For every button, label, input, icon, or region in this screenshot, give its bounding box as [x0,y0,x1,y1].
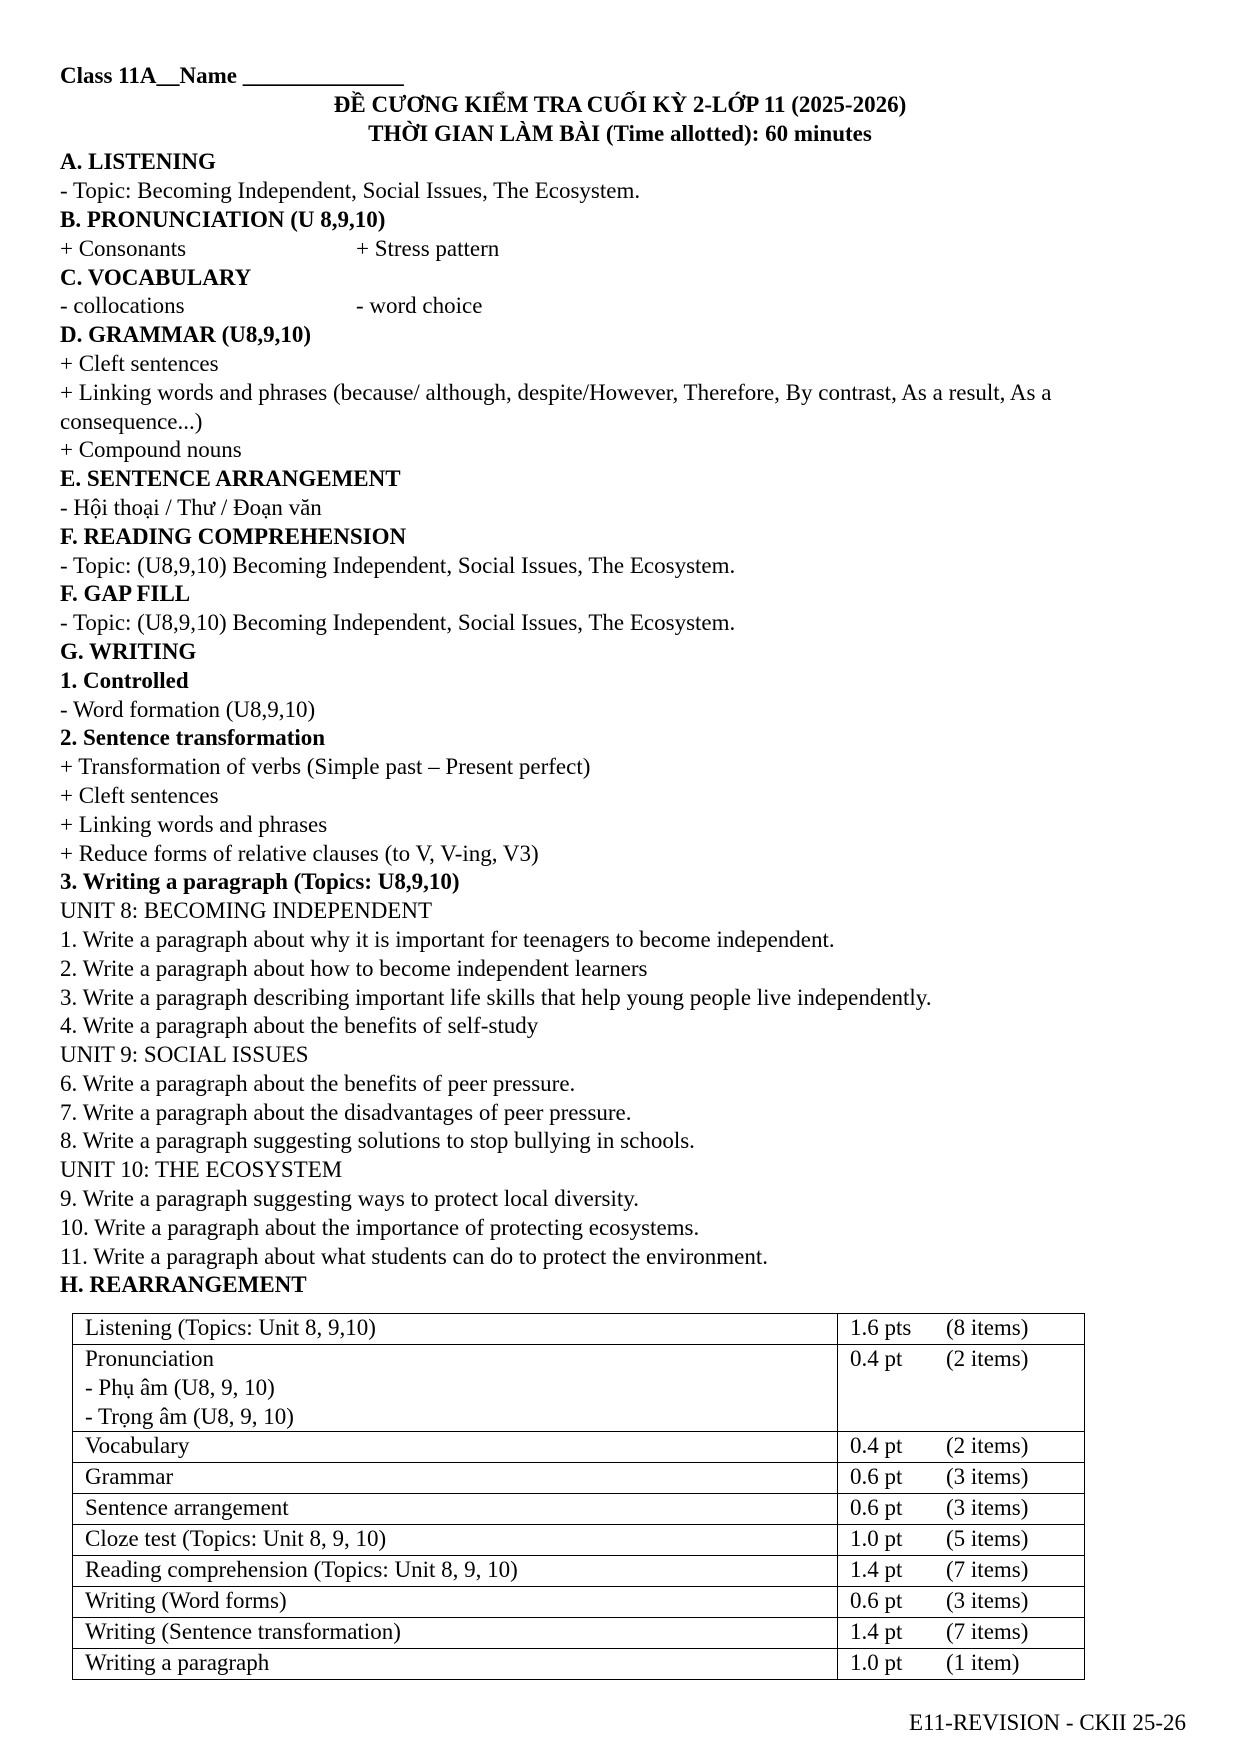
table-row [73,1463,1085,1494]
section-rearrangement-heading: H. REARRANGEMENT [60,1272,307,1298]
row-subpart: - Phụ âm (U8, 9, 10) [85,1374,275,1400]
writing-paragraph-heading: 3. Writing a paragraph (Topics: U8,9,10) [60,869,460,895]
row-items: (7 items) [946,1619,1029,1645]
transform-item: + Cleft sentences [60,782,219,808]
row-score [838,1463,1085,1494]
table-row [73,1556,1085,1587]
listening-topic: - Topic: Becoming Independent, Social Issues, The Ecosystem. [60,178,641,204]
unit9-item: 8. Write a paragraph suggesting solutions to stop bullying in schools. [60,1128,695,1154]
row-items: (5 items) [946,1526,1029,1552]
pronunciation-item-consonants: + Consonants [60,235,187,261]
row-score [838,1618,1085,1649]
row-items: (3 items) [946,1495,1029,1521]
transform-item: + Linking words and phrases [60,811,328,837]
pronunciation-items [60,235,1180,264]
section-arrangement-heading: E. SENTENCE ARRANGEMENT [60,466,401,492]
grammar-item: + Compound nouns [60,437,242,463]
unit10-item: 10. Write a paragraph about the importance of protecting ecosystems. [60,1214,700,1240]
table-row [73,1587,1085,1618]
writing-controlled-item: - Word formation (U8,9,10) [60,696,316,722]
table-row [73,1494,1085,1525]
row-points: 0.4 pt [850,1346,903,1371]
table-row [73,1314,1085,1345]
writing-transform-heading: 2. Sentence transformation [60,725,326,751]
row-part: Grammar [73,1463,838,1494]
row-part: Vocabulary [73,1432,838,1463]
table-row [73,1345,1085,1432]
row-points: 0.6 pt [850,1495,903,1521]
transform-item: + Transformation of verbs (Simple past – Present perfect) [60,754,591,780]
table-row [73,1432,1085,1463]
row-score [838,1314,1085,1345]
writing-controlled-heading: 1. Controlled [60,667,189,693]
time-allotted: THỜI GIAN LÀM BÀI (Time allotted): 60 minutes [368,120,872,146]
unit10-item: 11. Write a paragraph about what students can do to protect the environment. [60,1243,769,1269]
document-page [60,62,1180,1300]
pronunciation-item-stress: + Stress pattern [356,235,500,261]
row-part: Writing (Word forms) [73,1587,838,1618]
document-title: ĐỀ CƯƠNG KIỂM TRA CUỐI KỲ 2-LỚP 11 (2025-2026) [333,91,907,117]
row-items: (8 items) [946,1315,1029,1340]
row-subpart: - Trọng âm (U8, 9, 10) [85,1403,294,1429]
row-part: Writing (Sentence transformation) [73,1618,838,1649]
row-part: Cloze test (Topics: Unit 8, 9, 10) [73,1525,838,1556]
vocabulary-item-word-choice: - word choice [356,293,483,319]
row-points: 0.6 pt [850,1464,903,1490]
row-score [838,1494,1085,1525]
section-pronunciation-heading: B. PRONUNCIATION (U 8,9,10) [60,206,386,232]
unit8-title: UNIT 8: BECOMING INDEPENDENT [60,898,433,924]
row-part: Sentence arrangement [73,1494,838,1525]
row-items: (3 items) [946,1464,1029,1490]
row-part: Listening (Topics: Unit 8, 9,10) [73,1314,838,1345]
row-points: 1.6 pts [850,1315,912,1340]
row-points: 1.0 pt [850,1526,903,1552]
table-row [73,1618,1085,1649]
row-items: (3 items) [946,1588,1029,1614]
transform-item: + Reduce forms of relative clauses (to V, V-ing, V3) [60,840,539,866]
row-items: (7 items) [946,1557,1029,1583]
table-row [73,1649,1085,1680]
row-score [838,1432,1085,1463]
arrangement-item: - Hội thoại / Thư / Đoạn văn [60,494,322,520]
grammar-item: + Cleft sentences [60,350,219,376]
score-distribution-table [72,1313,1085,1680]
row-part: Reading comprehension (Topics: Unit 8, 9, 10) [73,1556,838,1587]
section-writing-heading: G. WRITING [60,638,197,664]
row-part: Writing a paragraph [73,1649,838,1680]
unit9-title: UNIT 9: SOCIAL ISSUES [60,1042,309,1068]
row-part-pronunciation [73,1345,838,1432]
section-listening-heading: A. LISTENING [60,149,216,175]
unit10-title: UNIT 10: THE ECOSYSTEM [60,1157,343,1183]
row-points: 0.4 pt [850,1433,903,1459]
class-name-line: Class 11A__Name ______________ [60,63,404,88]
vocabulary-item-collocations: - collocations [60,293,185,319]
row-items: (2 items) [946,1346,1029,1371]
row-points: 1.4 pt [850,1557,903,1583]
vocabulary-items [60,292,1180,321]
row-score [838,1649,1085,1680]
reading-topic: - Topic: (U8,9,10) Becoming Independent, Social Issues, The Ecosystem. [60,552,736,578]
row-items: (1 item) [946,1650,1020,1676]
page-footer: E11-REVISION - CKII 25-26 [908,1710,1186,1735]
unit9-item: 7. Write a paragraph about the disadvantages of peer pressure. [60,1099,632,1125]
unit8-item: 2. Write a paragraph about how to become independent learners [60,955,648,981]
section-gapfill-heading: F. GAP FILL [60,581,191,607]
row-points: 0.6 pt [850,1588,903,1614]
gapfill-topic: - Topic: (U8,9,10) Becoming Independent, Social Issues, The Ecosystem. [60,610,736,636]
row-points: 1.0 pt [850,1650,903,1676]
section-reading-heading: F. READING COMPREHENSION [60,523,407,549]
unit8-item: 1. Write a paragraph about why it is important for teenagers to become independent. [60,926,835,952]
row-score [838,1345,1085,1432]
unit8-item: 4. Write a paragraph about the benefits of self-study [60,1013,539,1039]
section-grammar-heading: D. GRAMMAR (U8,9,10) [60,322,312,348]
row-score [838,1556,1085,1587]
row-points: 1.4 pt [850,1619,903,1645]
table-row [73,1525,1085,1556]
grammar-item: + Linking words and phrases (because/ although, despite/However, Therefore, By contrast, As a result, As a consequence...) [60,379,1052,434]
unit8-item: 3. Write a paragraph describing important life skills that help young people live independently. [60,984,932,1010]
row-part: Pronunciation [85,1346,215,1371]
unit10-item: 9. Write a paragraph suggesting ways to protect local diversity. [60,1186,640,1212]
row-items: (2 items) [946,1433,1029,1459]
row-score [838,1525,1085,1556]
row-score [838,1587,1085,1618]
section-vocabulary-heading: C. VOCABULARY [60,264,252,290]
unit9-item: 6. Write a paragraph about the benefits of peer pressure. [60,1070,576,1096]
